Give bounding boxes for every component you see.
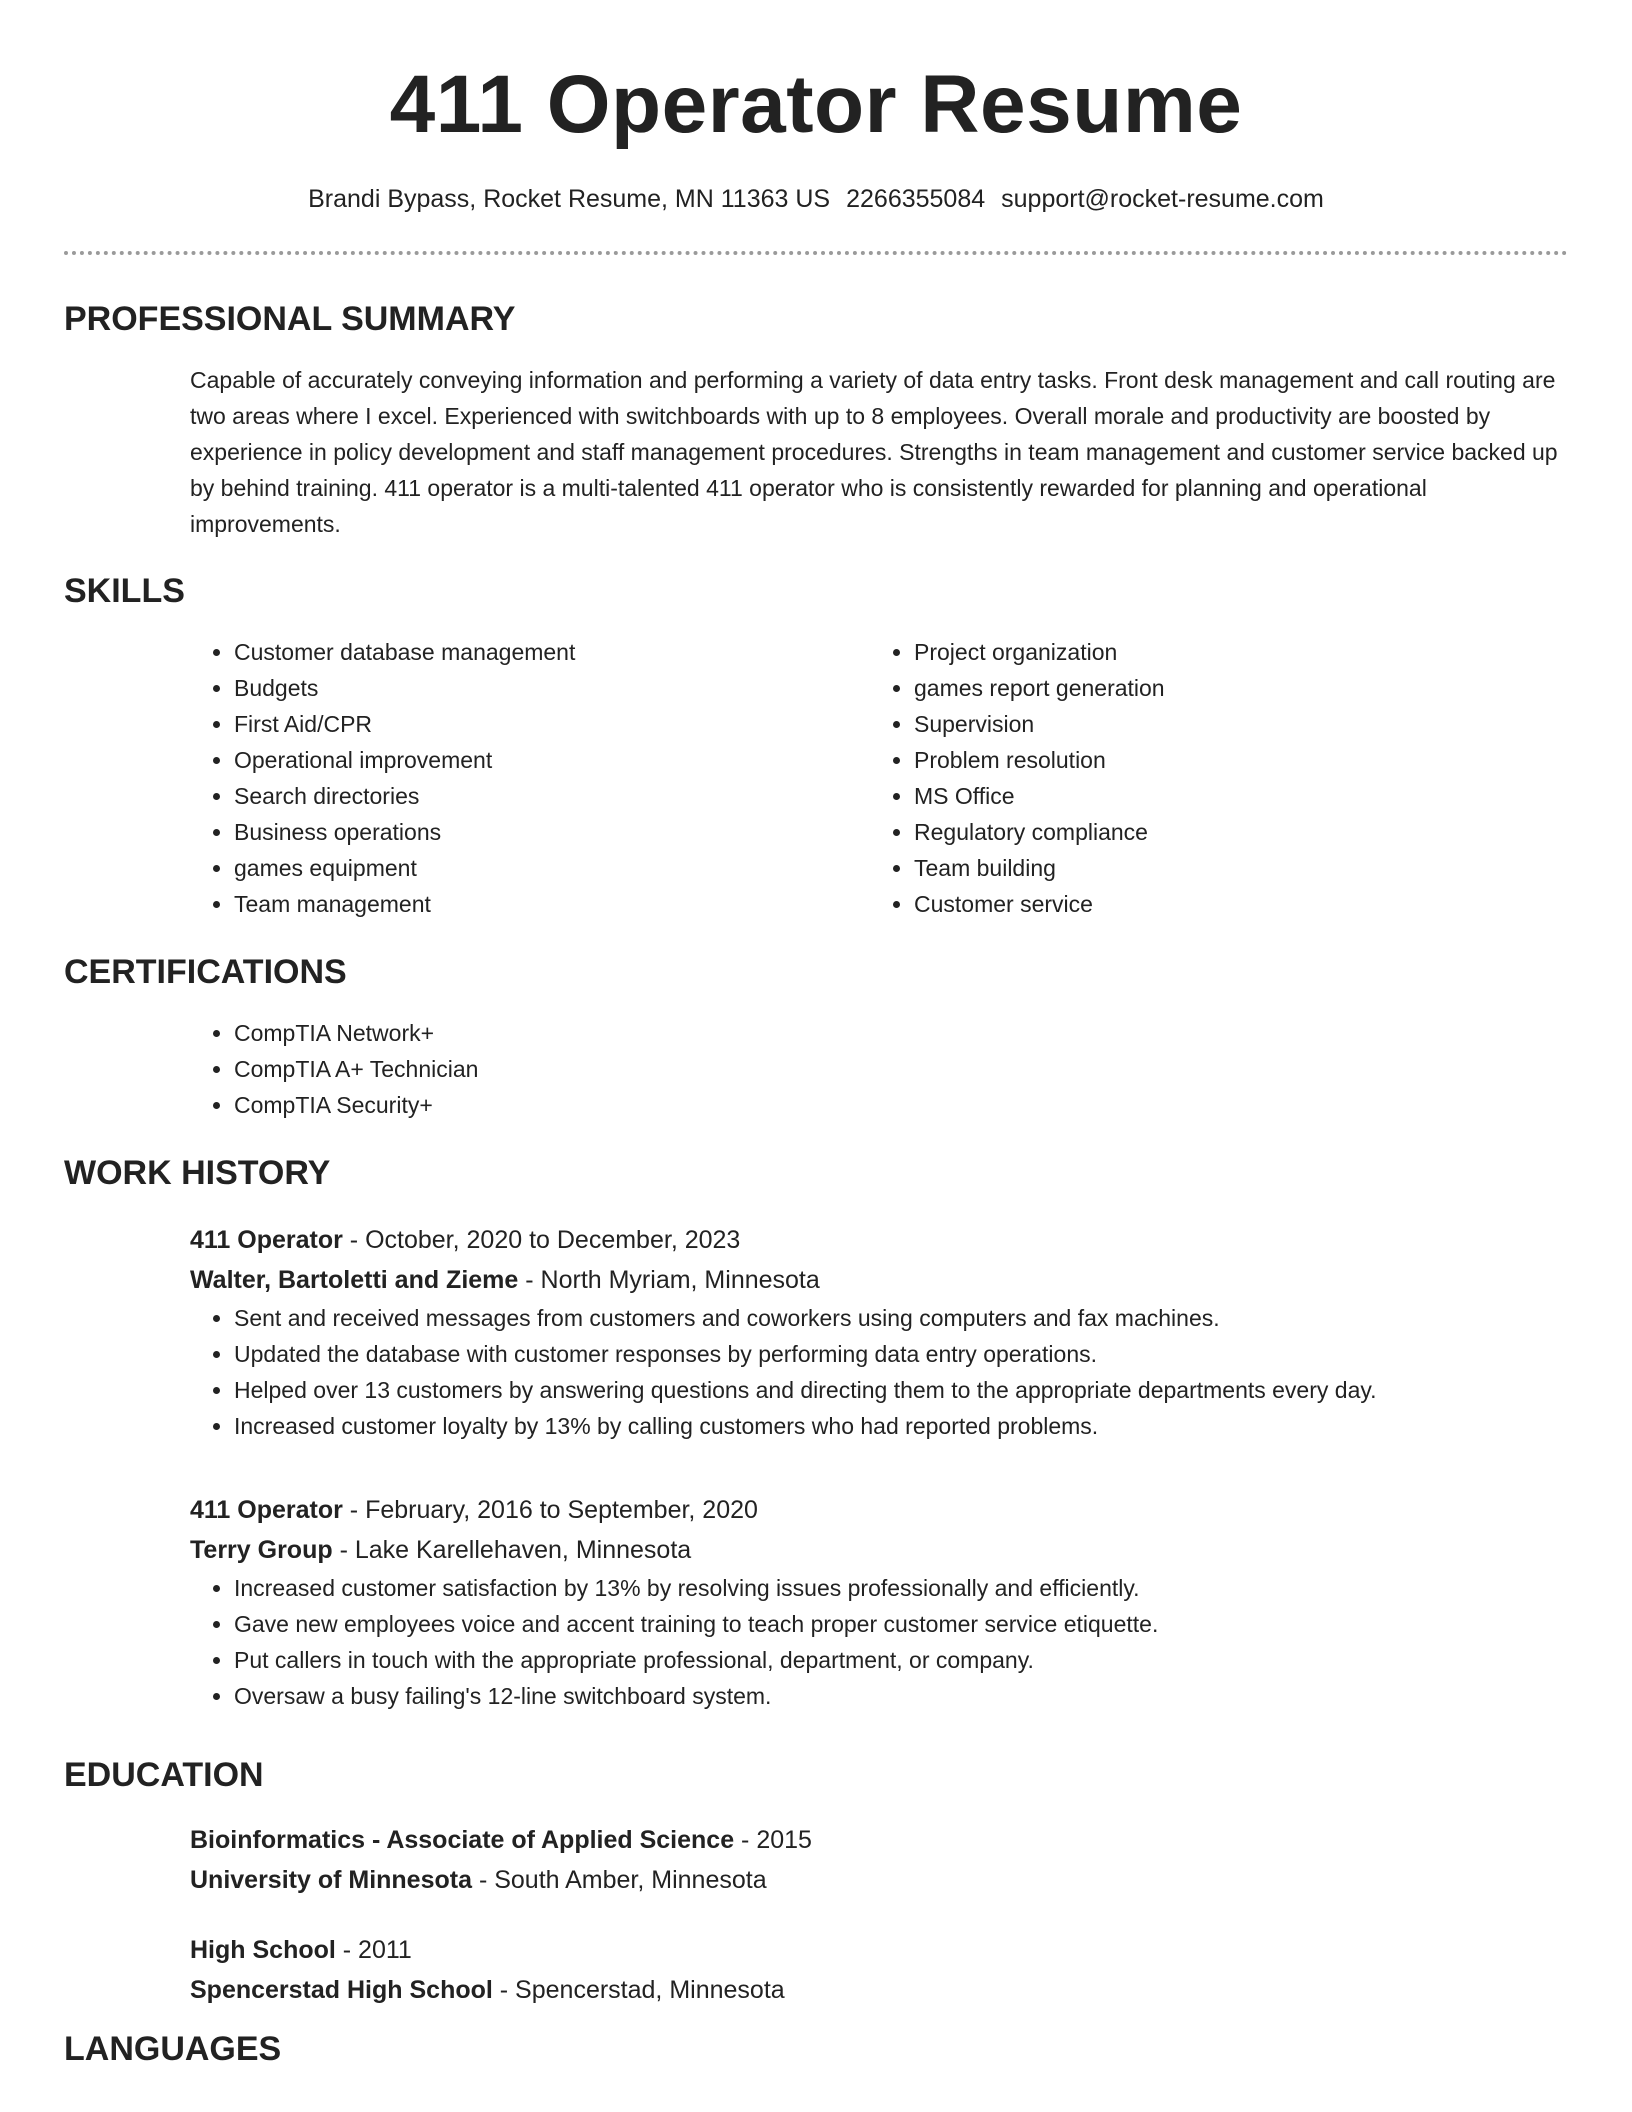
skill-item: • Regulatory compliance — [914, 814, 1550, 850]
contact-phone: 2266355084 — [846, 185, 986, 213]
skill-item: • Team building — [914, 850, 1550, 886]
resume-title: 411 Operator Resume — [389, 59, 1243, 150]
summary-heading: PROFESSIONAL SUMMARY — [64, 300, 516, 338]
job-bullet: • Oversaw a busy failing's 12-line switchboard system. — [234, 1678, 1568, 1714]
skill-item: • Customer service — [914, 886, 1550, 922]
job-title: 411 Operator — [190, 1496, 343, 1524]
languages-heading: LANGUAGES — [64, 2030, 282, 2068]
certifications-heading: CERTIFICATIONS — [64, 953, 347, 991]
skill-item: • First Aid/CPR — [234, 706, 870, 742]
education-entry — [190, 1930, 1568, 2010]
certifications-block — [190, 1015, 1568, 1123]
skill-item: • Problem resolution — [914, 742, 1550, 778]
education-degree-line — [190, 1820, 1568, 1860]
education-year: - 2011 — [335, 1936, 412, 1964]
contact-address: Brandi Bypass, Rocket Resume, MN 11363 US — [308, 185, 831, 213]
education-degree: High School — [190, 1936, 336, 1964]
job-bullet: • Updated the database with customer responses by performing data entry operations. — [234, 1336, 1568, 1372]
education-school: Spencerstad High School — [190, 1976, 493, 2004]
skills-block — [190, 634, 1568, 922]
summary-text: Capable of accurately conveying information and performing a variety of data entry tasks. Front desk management and call routing are two areas where I excel. Experienced with switchboards with up to 8 employees. Overall morale and productivity are boosted by experience in policy development and staff management procedures. Strengths in team management and customer service backed up by behind training. 411 operator is a multi-talented 411 operator who is consistently rewarded for planning and operational improvements. — [190, 367, 1558, 537]
certification-item: • CompTIA A+ Technician — [234, 1051, 1568, 1087]
skill-item: • Project organization — [914, 634, 1550, 670]
job-bullet: • Put callers in touch with the appropriate professional, department, or company. — [234, 1642, 1568, 1678]
job-bullet: • Sent and received messages from customers and coworkers using computers and fax machines. — [234, 1300, 1568, 1336]
skill-item: • games equipment — [234, 850, 870, 886]
skill-item: • Team management — [234, 886, 870, 922]
education-degree: Bioinformatics - Associate of Applied Science — [190, 1826, 735, 1854]
education-location: - Spencerstad, Minnesota — [492, 1976, 785, 2004]
skill-item: • Supervision — [914, 706, 1550, 742]
skills-heading: SKILLS — [64, 572, 185, 610]
skill-item: • Search directories — [234, 778, 870, 814]
job-dates: - February, 2016 to September, 2020 — [342, 1496, 758, 1524]
job-bullet: • Increased customer loyalty by 13% by calling customers who had reported problems. — [234, 1408, 1568, 1444]
job-bullet: • Gave new employees voice and accent training to teach proper customer service etiquette. — [234, 1606, 1568, 1642]
job-dates: - October, 2020 to December, 2023 — [342, 1226, 741, 1254]
education-year: - 2015 — [734, 1826, 812, 1854]
job-entry — [190, 1220, 1568, 1444]
job-company: Walter, Bartoletti and Zieme — [190, 1266, 519, 1294]
job-location: - Lake Karellehaven, Minnesota — [332, 1536, 692, 1564]
job-entry — [190, 1490, 1568, 1714]
job-title-line — [190, 1490, 1568, 1530]
education-degree-line — [190, 1930, 1568, 1970]
education-location: - South Amber, Minnesota — [472, 1866, 767, 1894]
job-bullet: • Increased customer satisfaction by 13% by resolving issues professionally and efficiently. — [234, 1570, 1568, 1606]
skill-item: • Budgets — [234, 670, 870, 706]
work-history-heading: WORK HISTORY — [64, 1154, 331, 1192]
job-company-line — [190, 1530, 1568, 1570]
job-location: - North Myriam, Minnesota — [518, 1266, 820, 1294]
job-bullet: • Helped over 13 customers by answering questions and directing them to the appropriate departments every day. — [234, 1372, 1568, 1408]
job-company: Terry Group — [190, 1536, 333, 1564]
education-school: University of Minnesota — [190, 1866, 472, 1894]
skill-item: • games report generation — [914, 670, 1550, 706]
summary-block — [190, 362, 1568, 542]
certification-item: • CompTIA Security+ — [234, 1087, 1568, 1123]
skill-item: • Operational improvement — [234, 742, 870, 778]
job-title: 411 Operator — [190, 1226, 343, 1254]
job-title-line — [190, 1220, 1568, 1260]
skill-item: • Business operations — [234, 814, 870, 850]
skill-item: • MS Office — [914, 778, 1550, 814]
job-company-line — [190, 1260, 1568, 1300]
certification-item: • CompTIA Network+ — [234, 1015, 1568, 1051]
skill-item: • Customer database management — [234, 634, 870, 670]
skills-column-right — [870, 634, 1550, 922]
education-entry — [190, 1820, 1568, 1900]
education-heading: EDUCATION — [64, 1756, 264, 1794]
skills-column-left — [190, 634, 870, 922]
contact-line — [64, 182, 1568, 216]
education-school-line — [190, 1970, 1568, 2010]
education-school-line — [190, 1860, 1568, 1900]
header-divider — [64, 251, 1568, 255]
contact-email: support@rocket-resume.com — [1001, 185, 1324, 213]
